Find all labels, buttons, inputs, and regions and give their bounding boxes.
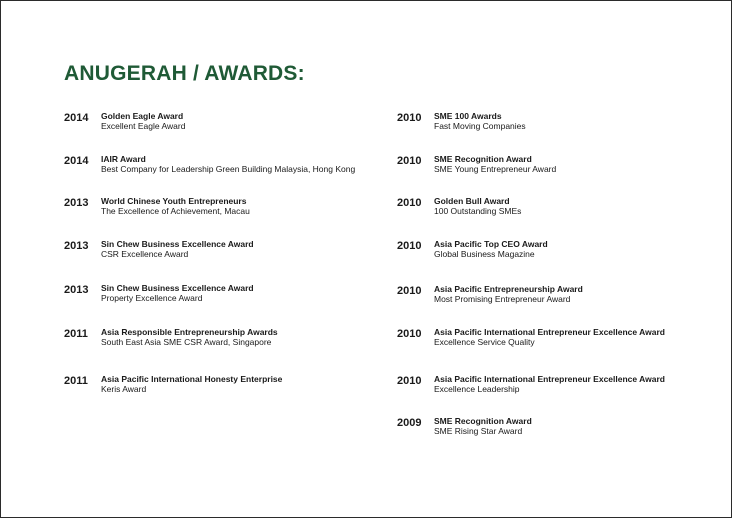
award-name: Asia Pacific Top CEO Award xyxy=(434,239,548,249)
award-year: 2014 xyxy=(64,155,89,167)
award-details xyxy=(101,239,391,259)
award-name: Sin Chew Business Excellence Award xyxy=(101,283,254,293)
award-details xyxy=(434,284,724,304)
award-year: 2010 xyxy=(397,112,422,124)
award-year: 2011 xyxy=(64,375,88,387)
award-details xyxy=(434,154,724,174)
award-description: Most Promising Entrepreneur Award xyxy=(434,294,571,304)
award-name: IAIR Award xyxy=(101,154,146,164)
award-details xyxy=(434,327,724,347)
award-details xyxy=(434,196,724,216)
award-details xyxy=(434,374,724,394)
award-description: Excellence Service Quality xyxy=(434,337,535,347)
award-details xyxy=(434,416,724,436)
award-details xyxy=(101,327,391,347)
award-details xyxy=(434,111,724,131)
award-description: 100 Outstanding SMEs xyxy=(434,206,522,216)
award-name: Golden Bull Award xyxy=(434,196,510,206)
award-year: 2010 xyxy=(397,197,422,209)
award-name: SME Recognition Award xyxy=(434,416,532,426)
award-name: Asia Pacific International Entrepreneur Excellence Award xyxy=(434,327,666,337)
award-year: 2011 xyxy=(64,328,88,340)
award-name: Sin Chew Business Excellence Award xyxy=(101,239,254,249)
award-details xyxy=(101,374,391,394)
award-year: 2009 xyxy=(397,417,422,429)
award-details xyxy=(101,283,391,303)
award-description: Excellent Eagle Award xyxy=(101,121,186,131)
award-name: Asia Pacific Entrepreneurship Award xyxy=(434,284,583,294)
award-description: Best Company for Leadership Green Building Malaysia, Hong Kong xyxy=(101,164,356,174)
award-year: 2010 xyxy=(397,240,422,252)
award-year: 2013 xyxy=(64,284,89,296)
award-description: Excellence Leadership xyxy=(434,384,520,394)
award-description: The Excellence of Achievement, Macau xyxy=(101,206,250,216)
page-title: ANUGERAH / AWARDS: xyxy=(64,62,305,85)
award-details xyxy=(434,239,724,259)
award-name: SME Recognition Award xyxy=(434,154,532,164)
award-details xyxy=(101,196,391,216)
award-description: SME Rising Star Award xyxy=(434,426,523,436)
award-details xyxy=(101,111,391,131)
award-name: World Chinese Youth Entrepreneurs xyxy=(101,196,247,206)
award-year: 2010 xyxy=(397,328,422,340)
award-name: Asia Responsible Entrepreneurship Awards xyxy=(101,327,278,337)
award-description: South East Asia SME CSR Award, Singapore xyxy=(101,337,272,347)
award-year: 2014 xyxy=(64,112,89,124)
award-name: Golden Eagle Award xyxy=(101,111,184,121)
award-year: 2010 xyxy=(397,285,422,297)
award-description: Property Excellence Award xyxy=(101,293,203,303)
award-description: Global Business Magazine xyxy=(434,249,535,259)
award-description: Fast Moving Companies xyxy=(434,121,526,131)
award-year: 2010 xyxy=(397,155,422,167)
award-details xyxy=(101,154,391,174)
award-year: 2013 xyxy=(64,197,89,209)
award-name: SME 100 Awards xyxy=(434,111,502,121)
award-year: 2013 xyxy=(64,240,89,252)
award-name: Asia Pacific International Entrepreneur Excellence Award xyxy=(434,374,666,384)
award-description: Keris Award xyxy=(101,384,147,394)
award-year: 2010 xyxy=(397,375,422,387)
award-description: CSR Excellence Award xyxy=(101,249,189,259)
award-name: Asia Pacific International Honesty Enterprise xyxy=(101,374,283,384)
award-description: SME Young Entrepreneur Award xyxy=(434,164,557,174)
